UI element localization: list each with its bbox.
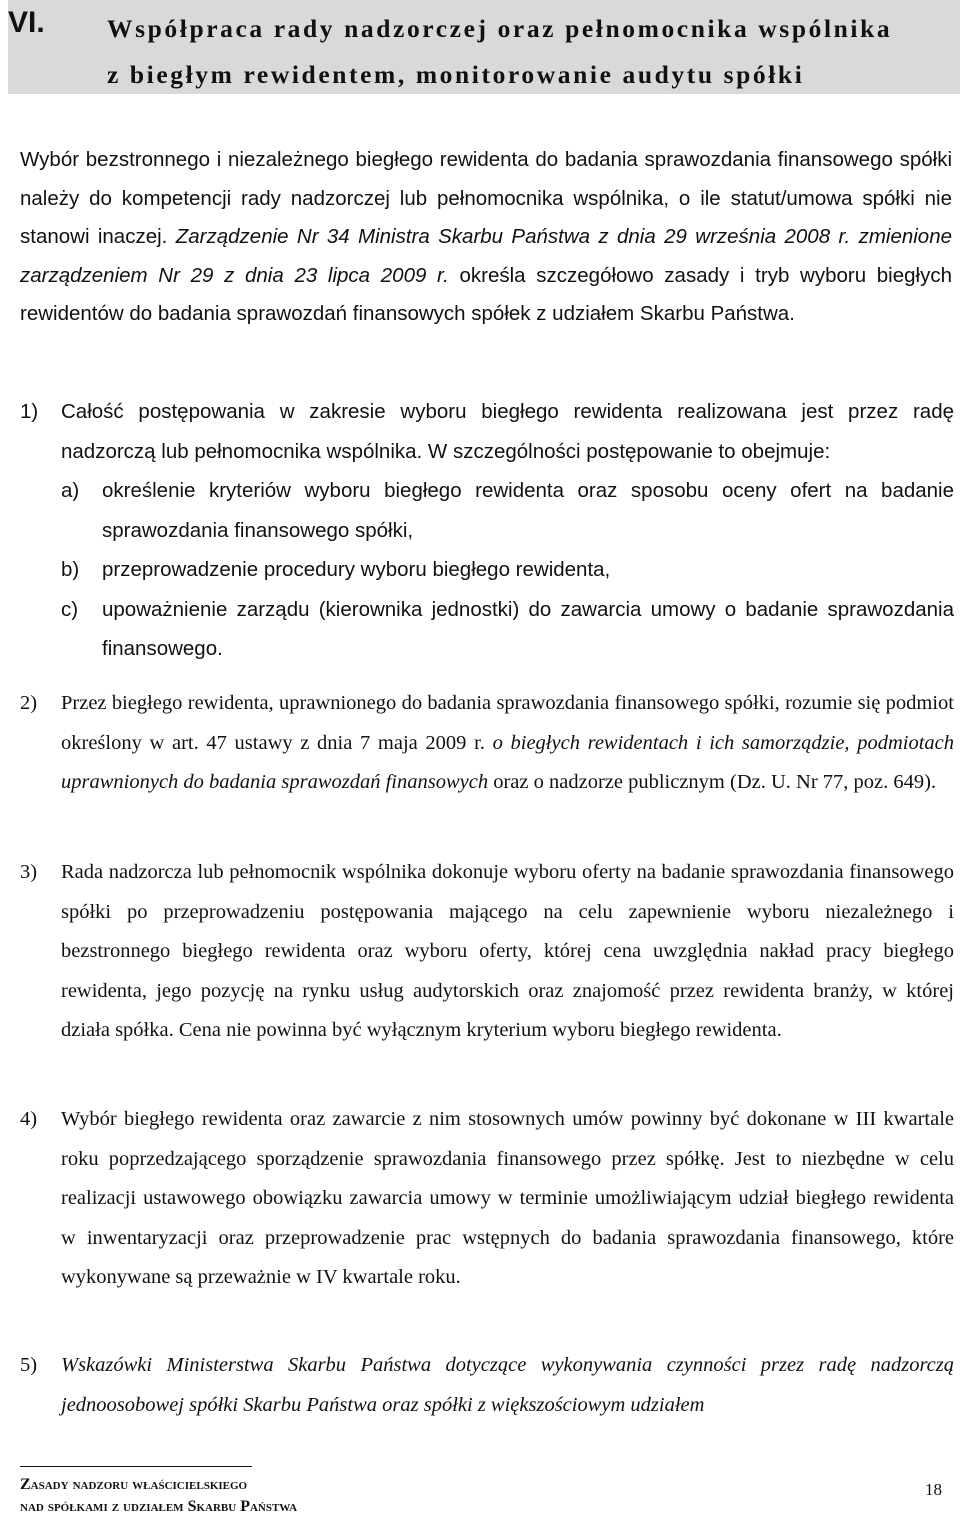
list-item-4 [20,1100,954,1298]
sub-item-text: upoważnienie zarządu (kierownika jednostki) do zawarcia umowy o badanie sprawozdania finansowego. [102,597,954,660]
chapter-title-line2: z biegłym rewidentem, monitorowanie audytu spółki [107,60,805,89]
list-item-number: 1) [20,400,39,423]
chapter-number: VI. [8,6,45,39]
act-title-reference: o biegłych rewidentach i ich samorządzie, podmiotach uprawnionych do badania sprawozdań finansowych [61,731,955,793]
footer-line1: Zasady nadzoru właścicielskiego [20,1476,248,1493]
footer-line2: nad spółkami z udziałem Skarbu Państwa [20,1498,298,1515]
list-item-text: Całość postępowania w zakresie wyboru biegłego rewidenta realizowana jest przez radę nadzorczą lub pełnomocnika wspólnika. W szczególności postępowanie to obejmuje: [61,400,954,463]
sub-item-text: określenie kryteriów wyboru biegłego rewidenta oraz sposobu oceny ofert na badanie sprawozdania finansowego spółki, [102,479,954,542]
list-item-text: Wybór biegłego rewidenta oraz zawarcie z nim stosownych umów powinny być dokonane w III kwartale roku poprzedzającego sporządzenie sprawozdania finansowego przez spółkę. Jest to niezbędne w celu realizacji ustawowego obowiązku zawarcia umowy w terminie umożliwiającym udział biegłego rewidenta w inwentaryzacji oraz przeprowadzenie prac wstępnych do badania sprawozdania finansowego, które wykonywane są przeważnie w IV kwartale roku. [61,1108,954,1288]
sub-item-c [61,590,954,669]
list-item-5 [20,1346,954,1425]
intro-text-continued: określa szczegółowo zasady i tryb wyboru biegłych rewidentów do badania sprawozdań finansowych spółek z udziałem Skarbu Państwa. [20,263,952,325]
intro-text: Wybór bezstronnego i niezależnego biegłego rewidenta do badania sprawozdania finansowego spółki należy do kompetencji rady nadzorczej lub pełnomocnika wspólnika, o ile statut/umowa spółki nie stanowi inaczej. [20,148,952,248]
list-item-number: 2) [20,692,38,714]
list-item-1 [20,392,954,669]
intro-regulation-reference: Zarządzenie Nr 34 Ministra Skarbu Państwa z dnia 29 września 2008 r. zmienione zarządzeniem Nr 29 z dnia 23 lipca 2009 r. [20,225,953,287]
footer-title [20,1474,297,1518]
sub-item-a [61,471,954,550]
list-item-3 [20,853,954,1051]
list-item-text: Przez biegłego rewidenta, uprawnionego do badania sprawozdania finansowego spółki, rozumie się podmiot określony w art. 47 ustawy z dnia 7 maja 2009 r. [61,692,954,754]
list-item-text: Rada nadzorcza lub pełnomocnik wspólnika dokonuje wyboru oferty na badanie sprawozdania finansowego spółki po przeprowadzeniu postępowania mającego na celu zapewnienie wyboru niezależnego i bezstronnego biegłego rewidenta oraz wyboru oferty, której cena uwzględnia nakład pracy biegłego rewidenta, jego pozycję na rynku usług audytorskich oraz znajomość przez rewidenta branży, w której działa spółka. Cena nie powinna być wyłącznym kryterium wyboru biegłego rewidenta. [61,861,954,1041]
sub-item-label: a) [61,479,80,502]
chapter-title-line1: Współpraca rady nadzorczej oraz pełnomocnika wspólnika [107,14,893,43]
footer-divider [20,1466,252,1467]
list-item-number: 4) [20,1108,38,1130]
sub-item-text: przeprowadzenie procedury wyboru biegłego rewidenta, [102,558,611,581]
sub-item-label: b) [61,558,80,581]
list-item-2 [20,684,954,803]
page-number: 18 [925,1480,942,1499]
intro-paragraph [20,141,952,334]
sub-item-label: c) [61,597,79,621]
list-item-number: 3) [20,861,38,883]
list-item-number: 5) [20,1354,38,1376]
list-item-text-italic: Wskazówki Ministerstwa Skarbu Państwa dotyczące wykonywania czynności przez radę nadzorczą jednoosobowej spółki Skarbu Państwa oraz spółki z większościowym udziałem [61,1354,954,1416]
chapter-title [107,6,957,98]
sub-item-b [61,550,954,590]
list-item-text-continued: oraz o nadzorze publicznym (Dz. U. Nr 77, poz. 649). [493,771,937,793]
